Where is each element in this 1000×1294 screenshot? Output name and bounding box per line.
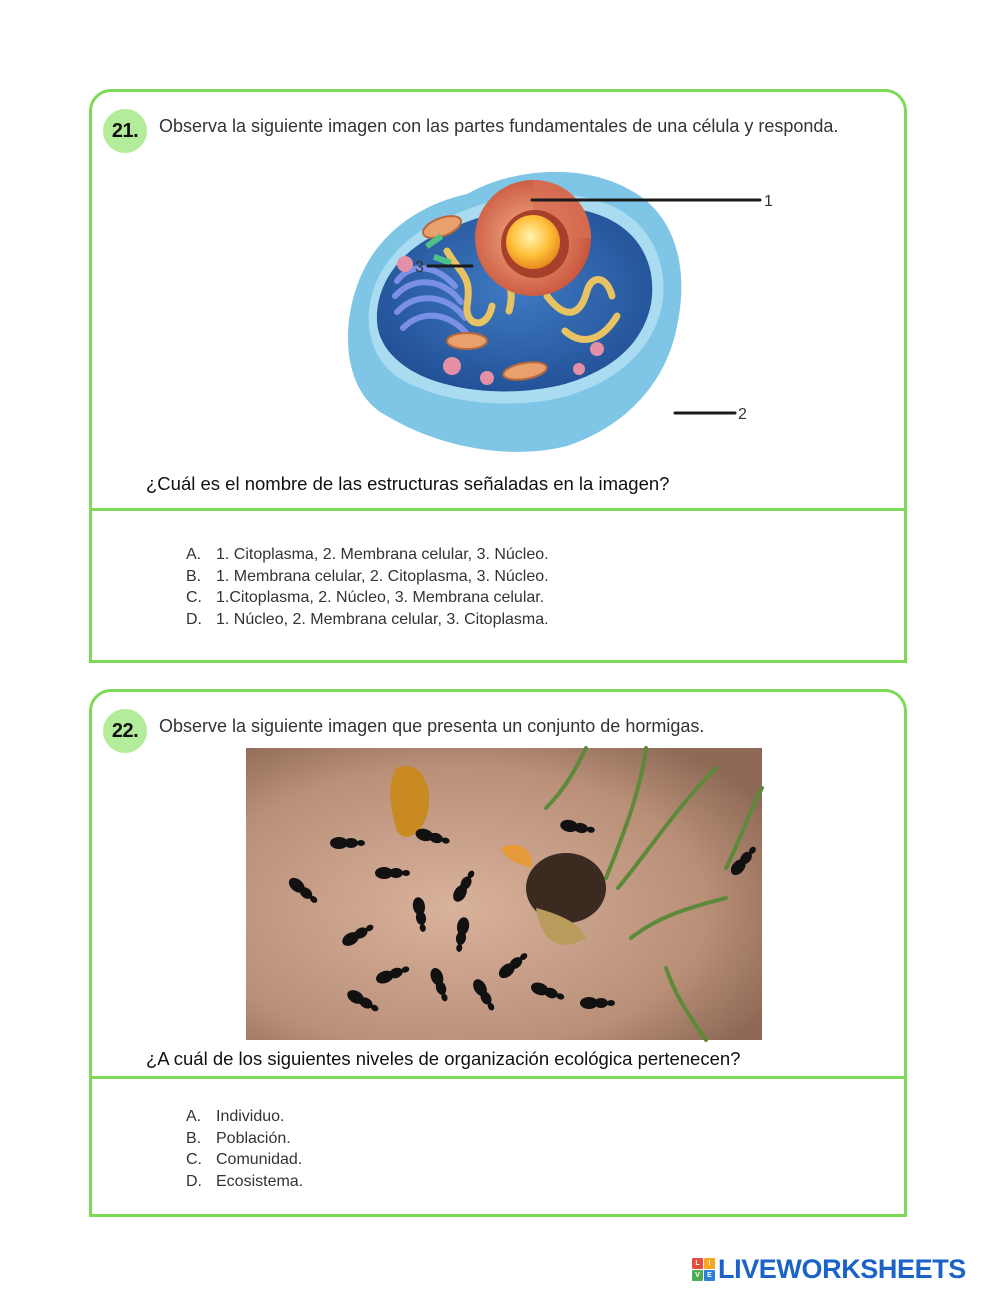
option-b[interactable] [186, 1128, 303, 1150]
option-text: 1. Núcleo, 2. Membrana celular, 3. Citoplasma. [216, 611, 549, 629]
option-letter: D. [186, 611, 202, 629]
logo-tile: L [692, 1258, 703, 1269]
option-letter: B. [186, 567, 202, 585]
cell-nucleus [475, 180, 591, 296]
question-text: ¿A cuál de los siguientes niveles de organización ecológica pertenecen? [146, 1048, 741, 1069]
question-22-card [89, 689, 907, 1217]
section-divider [92, 1076, 904, 1079]
option-letter: C. [186, 1151, 202, 1169]
logo-tile: I [704, 1258, 715, 1269]
cell-diagram-figure [317, 156, 773, 466]
option-c[interactable] [186, 1149, 303, 1171]
logo-wordmark: LIVEWORKSHEETS [718, 1254, 966, 1284]
option-text: 1. Membrana celular, 2. Citoplasma, 3. Núcleo. [216, 567, 549, 585]
logo-tile: E [704, 1270, 715, 1281]
option-letter: A. [186, 1108, 202, 1125]
pointer-label-2: 2 [738, 406, 747, 423]
pointer-label-1: 1 [764, 193, 773, 210]
option-text: Comunidad. [216, 1151, 303, 1169]
option-a[interactable] [186, 1106, 303, 1128]
option-d[interactable] [186, 609, 549, 631]
option-text: Ecosistema. [216, 1173, 304, 1191]
option-c[interactable] [186, 587, 549, 609]
logo-tiles-icon [692, 1258, 715, 1281]
question-text: ¿Cuál es el nombre de las estructuras señaladas en la imagen? [146, 473, 670, 494]
option-text: 1.Citoplasma, 2. Núcleo, 3. Membrana celular. [216, 589, 545, 607]
option-letter: B. [186, 1129, 202, 1147]
pointer-label-3: 3 [415, 259, 424, 276]
question-number-badge: 21. [103, 109, 147, 153]
logo-tile: V [692, 1270, 703, 1281]
liveworksheets-logo[interactable] [692, 1254, 966, 1285]
question-21-card [89, 89, 907, 663]
option-text: Población. [216, 1129, 291, 1147]
option-letter: C. [186, 589, 202, 607]
answer-options [186, 1106, 303, 1193]
option-d[interactable] [186, 1171, 303, 1193]
option-text: Individuo. [216, 1108, 285, 1125]
question-number-badge: 22. [103, 709, 147, 753]
question-prompt: Observe la siguiente imagen que presenta un conjunto de hormigas. [159, 716, 705, 736]
answer-options [186, 544, 549, 631]
option-b[interactable] [186, 566, 549, 588]
option-letter: A. [186, 546, 202, 563]
question-prompt: Observa la siguiente imagen con las partes fundamentales de una célula y responda. [159, 116, 839, 136]
section-divider [92, 508, 904, 511]
option-text: 1. Citoplasma, 2. Membrana celular, 3. Núcleo. [216, 546, 549, 563]
soil-background [246, 748, 762, 1040]
option-letter: D. [186, 1173, 202, 1191]
option-a[interactable] [186, 544, 549, 566]
ants-photo-figure [246, 748, 762, 1040]
